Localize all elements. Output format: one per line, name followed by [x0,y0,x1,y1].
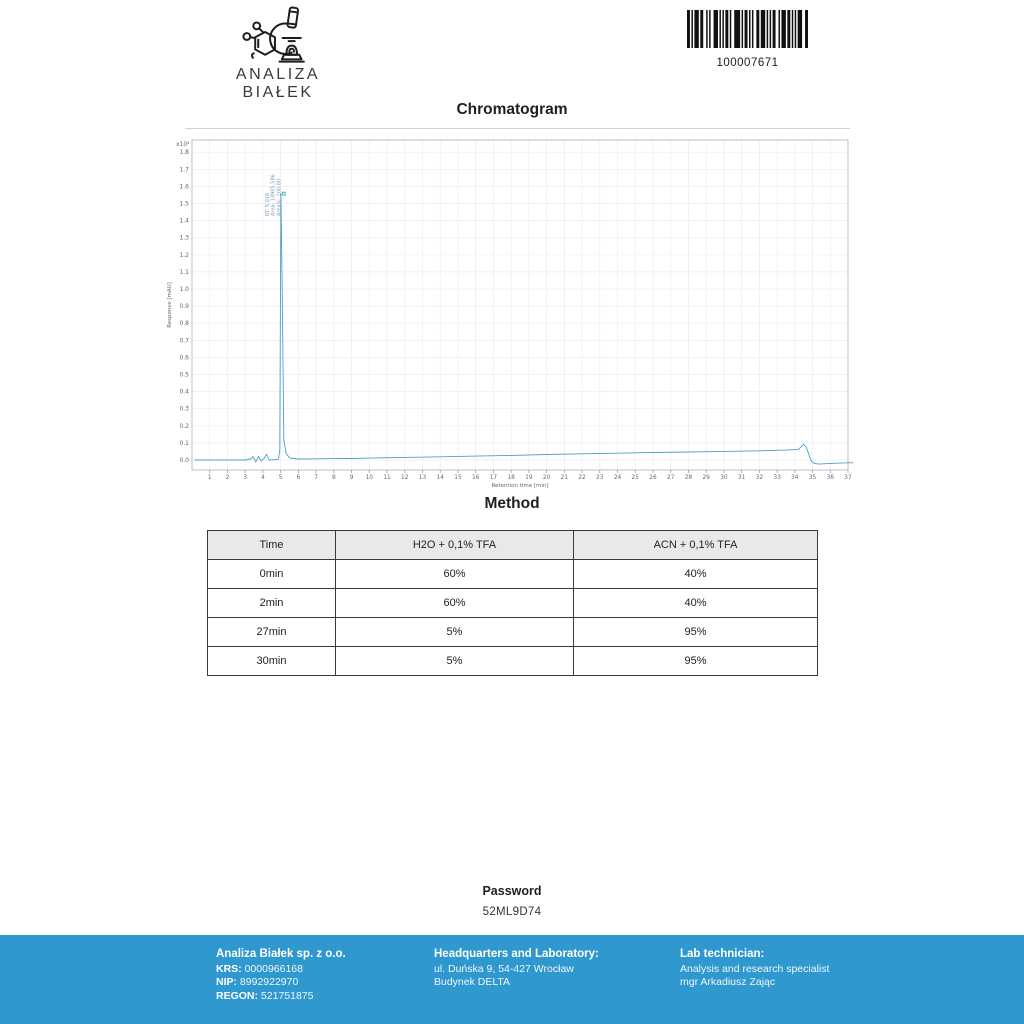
password-value: 52ML9D74 [482,906,542,918]
krs-label: KRS: [216,962,242,975]
regon-label: REGON: [216,989,258,1002]
svg-text:27: 27 [667,475,675,481]
method-table-row [208,589,818,618]
address-line1: ul. Duńska 9, 54-427 Wrocław [434,962,574,975]
svg-text:37: 37 [844,475,852,481]
method-table-cell: 5% [336,618,574,647]
svg-text:22: 22 [578,475,586,481]
svg-text:10: 10 [365,475,373,481]
svg-text:14: 14 [436,475,444,481]
svg-text:1.5: 1.5 [179,200,189,208]
password-label: Password [482,884,542,898]
svg-text:1.1: 1.1 [179,268,189,276]
svg-text:1.2: 1.2 [179,251,189,259]
svg-text:6: 6 [296,475,301,481]
svg-text:30: 30 [720,475,728,481]
address-line2: Budynek DELTA [434,976,511,988]
address-heading: Headquarters and Laboratory: [434,948,599,960]
svg-text:11: 11 [383,475,391,481]
svg-text:0.3: 0.3 [179,405,189,413]
svg-text:1: 1 [207,475,212,481]
svg-text:8: 8 [331,475,336,481]
svg-text:1.4: 1.4 [179,217,189,225]
method-table-cell: 27min [208,618,336,647]
svg-text:x10²: x10² [176,141,190,148]
svg-text:9: 9 [349,475,354,481]
password-section [0,884,1024,918]
svg-text:19: 19 [525,475,533,481]
method-table-cell: 95% [574,618,818,647]
method-table-cell: 95% [574,647,818,676]
method-table-row [208,647,818,676]
svg-text:1.7: 1.7 [179,166,189,174]
footer-address [434,948,599,990]
method-table-cell: 2min [208,589,336,618]
svg-text:0.5: 0.5 [179,371,189,379]
method-table-row [208,618,818,647]
svg-text:1.6: 1.6 [179,183,189,191]
method-table-cell: 60% [336,560,574,589]
svg-text:34: 34 [791,475,799,481]
technician-heading: Lab technician: [680,948,765,960]
barcode [687,10,808,69]
svg-text:0.8: 0.8 [179,320,189,328]
svg-text:12: 12 [401,475,409,481]
footer-technician [680,948,829,990]
svg-text:0.1: 0.1 [179,439,189,447]
method-table-row [208,560,818,589]
method-table-header-cell: H2O + 0,1% TFA [336,531,574,560]
peak-annotation-line: Area%: 100.00 [276,178,283,216]
method-table-header-cell: ACN + 0,1% TFA [574,531,818,560]
svg-text:7: 7 [314,475,318,481]
footer-company-name: Analiza Białek sp. z o.o. [216,948,346,960]
peak-marker [282,192,285,195]
method-table-cell: 5% [336,647,574,676]
svg-text:1.0: 1.0 [179,286,189,293]
svg-text:33: 33 [773,475,781,481]
svg-text:5: 5 [278,475,283,481]
method-table-cell: 30min [208,647,336,676]
svg-text:21: 21 [560,475,569,481]
method-table-cell: 40% [574,589,818,618]
svg-text:2: 2 [225,475,230,481]
company-logo [212,6,344,102]
svg-text:4: 4 [261,475,265,481]
svg-text:1.3: 1.3 [179,234,189,242]
svg-text:13: 13 [418,475,427,481]
svg-text:32: 32 [755,475,764,481]
peak-annotation-line: RT: 5.016 [264,192,271,216]
svg-text:35: 35 [808,475,817,481]
barcode-number: 100007671 [716,57,779,69]
technician-line2: mgr Arkadiusz Zając [680,976,776,988]
method-table-header-row [208,531,818,560]
svg-text:17: 17 [489,475,498,481]
svg-text:15: 15 [454,475,462,481]
svg-text:0.2: 0.2 [179,422,189,430]
svg-text:1.8: 1.8 [179,149,189,157]
svg-text:25: 25 [631,475,639,481]
svg-text:31: 31 [737,475,746,481]
footer-company-info [216,948,346,1003]
method-table-cell: 40% [574,560,818,589]
svg-text:0.9: 0.9 [179,303,189,311]
svg-text:0.0: 0.0 [179,457,189,464]
chromatogram-title: Chromatogram [456,101,568,118]
svg-text:0.6: 0.6 [179,354,189,362]
footer [0,935,1024,1024]
chromatogram-chart [165,128,855,493]
svg-text:Retention time [min]: Retention time [min] [491,483,549,489]
peak-annotation-line: Area: 14905.586 [270,174,277,216]
technician-line1: Analysis and research specialist [680,962,830,975]
svg-text:36: 36 [826,475,834,481]
method-title: Method [484,495,540,512]
svg-text:24: 24 [613,475,622,481]
krs-value: 0000966168 [244,962,303,975]
svg-text:Response [mAU]: Response [mAU] [167,282,173,328]
svg-text:26: 26 [649,475,657,481]
svg-text:20: 20 [542,475,551,481]
chromatogram-plot [165,128,855,493]
method-table-cell: 0min [208,560,336,589]
svg-text:16: 16 [471,475,480,481]
method-table-header-cell: Time [208,531,336,560]
logo-caption: ANALIZA BIAŁEK [235,66,321,101]
regon-value: 521751875 [260,989,314,1002]
svg-text:29: 29 [702,475,710,481]
svg-text:23: 23 [596,475,604,481]
svg-text:18: 18 [507,475,515,481]
svg-text:28: 28 [684,475,693,481]
method-table [207,530,818,676]
nip-label: NIP: [216,976,237,988]
method-table-cell: 60% [336,589,574,618]
nip-value: 8992922970 [239,976,299,988]
svg-text:0.7: 0.7 [179,337,189,345]
svg-text:0.4: 0.4 [179,388,189,396]
molecule-microscope-icon [240,6,316,64]
svg-text:3: 3 [243,475,248,481]
barcode-image [687,10,808,48]
